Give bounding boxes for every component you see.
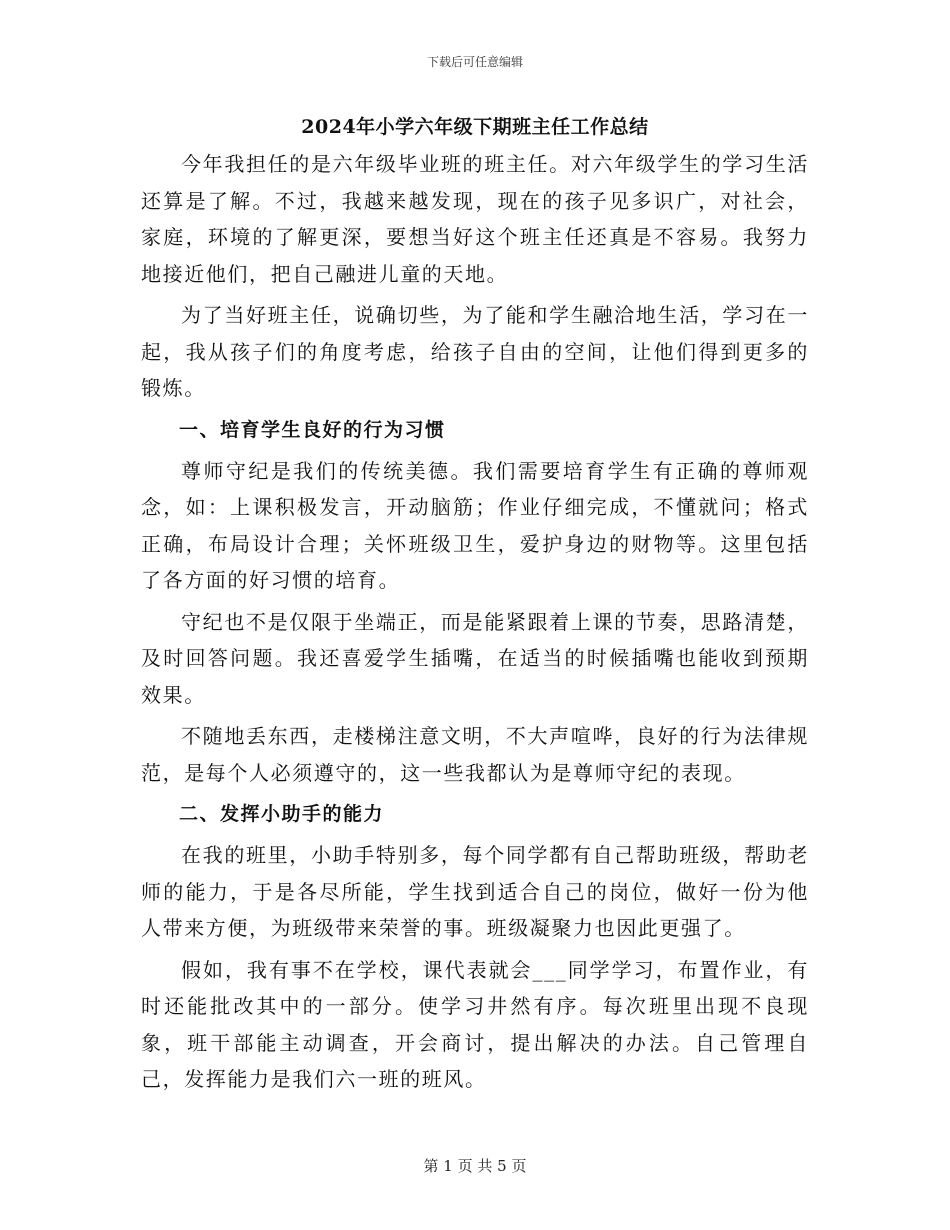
paragraph: 今年我担任的是六年级毕业班的班主任。对六年级学生的学习生活还算是了解。不过，我越来越发现，现在的孩子见多识广，对社会，家庭，环境的了解更深，要想当好这个班主任还真是不容易。我努力地接近他们，把自己融进儿童的天地。 [141, 152, 809, 286]
page-number-footer: 第 1 页 共 5 页 [423, 1157, 527, 1175]
paragraph: 尊师守纪是我们的传统美德。我们需要培育学生有正确的尊师观念，如：上课积极发言，开动脑筋；作业仔细完成，不懂就问；格式正确，布局设计合理；关怀班级卫生，爱护身边的财物等。这里包括了各方面的好习惯的培育。 [141, 458, 809, 592]
section-heading-1: 一、培育学生良好的行为习惯 [179, 418, 446, 441]
document-title: 2024年小学六年级下期班主任工作总结 [301, 116, 649, 138]
section-heading-2: 二、发挥小助手的能力 [179, 803, 385, 825]
header-note: 下载后可任意编辑 [426, 55, 523, 69]
paragraph: 守纪也不是仅限于坐端正，而是能紧跟着上课的节奏，思路清楚，及时回答问题。我还喜爱学生插嘴，在适当的时候插嘴也能收到预期效果。 [141, 609, 809, 707]
document-body [141, 112, 809, 1103]
paragraph: 为了当好班主任，说确切些，为了能和学生融洽地生活，学习在一起，我从孩子们的角度考虑，给孩子自由的空间，让他们得到更多的锻炼。 [141, 303, 809, 400]
paragraph: 在我的班里，小助手特别多，每个同学都有自己帮助班级，帮助老师的能力，于是各尽所能，学生找到适合自己的岗位，做好一份为他人带来方便，为班级带来荣誉的事。班级凝聚力也因此更强了。 [141, 843, 809, 940]
paragraph: 不随地丢东西，走楼梯注意文明，不大声喧哗，良好的行为法律规范，是每个人必须遵守的，这一些我都认为是尊师守纪的表现。 [141, 724, 809, 785]
paragraph: 假如，我有事不在学校，课代表就会___同学学习，布置作业，有时还能批改其中的一部分。使学习井然有序。每次班里出现不良现象，班干部能主动调查，开会商讨，提出解决的办法。自己管理自己，发挥能力是我们六一班的班风。 [141, 957, 809, 1091]
